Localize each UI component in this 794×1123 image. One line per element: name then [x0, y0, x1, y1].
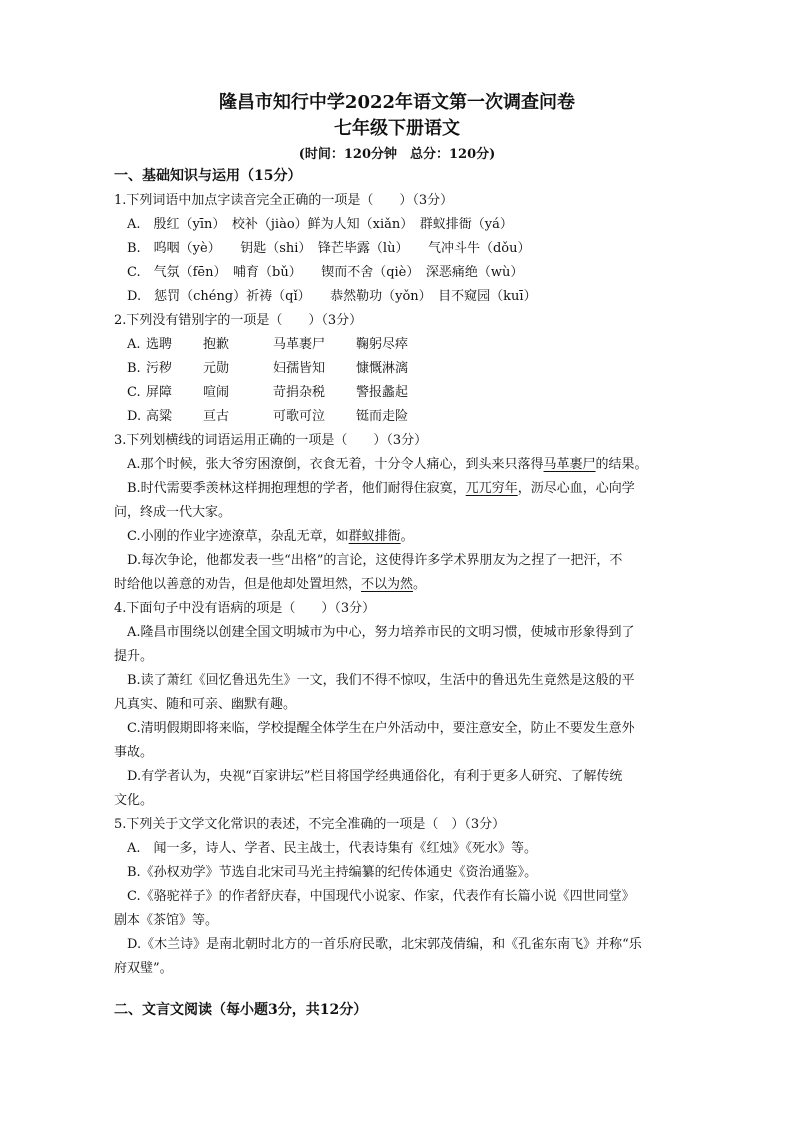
section2-heading: 二、文言文阅读（每小题3分，共12分）: [114, 1002, 368, 1018]
q3-b-text: B.时代需要季羡林这样拥抱理想的学者，他们耐得住寂寞，: [127, 481, 466, 496]
q3-a-underlined: 马革裹尸: [543, 457, 596, 472]
q3-stem: 3.下列划横线的词语运用正确的一项是（ ）（3分）: [114, 433, 428, 448]
exam-meta: (时间：120分钟 总分：120分): [298, 147, 496, 162]
q2-word: 屏障: [146, 385, 173, 400]
q1-option-b: B. 呜咽（yè） 钥匙（shi） 锋芒毕露（lù） 气冲斗牛（dǒu）: [127, 241, 531, 256]
section1-heading: 一、基础知识与运用（15分）: [114, 168, 302, 184]
q1-stem: 1.下列词语中加点字读音完全正确的一项是（ ）（3分）: [114, 193, 454, 208]
q2-word: 亘古: [203, 409, 230, 424]
exam-title: 隆昌市知行中学2022年语文第一次调查问卷: [218, 92, 576, 113]
q3-option-b: [127, 479, 635, 499]
q2-word: 元勋: [203, 361, 230, 376]
q2-word: 鞠躬尽瘁: [356, 337, 409, 352]
q2-word: 慷慨淋漓: [356, 361, 409, 376]
q3-d-underlined: 不以为然: [361, 577, 414, 592]
q1-option-d: D. 惩罚（chéng）祈祷（qǐ） 恭然勒功（yǒn） 目不窥园（kuī）: [127, 289, 537, 304]
q2-word: 高粱: [146, 409, 173, 424]
q3-option-d-cont: [114, 575, 426, 595]
q3-a-text-end: 的结果。: [595, 457, 648, 472]
q5-option-d: D.《木兰诗》是南北朝时北方的一首乐府民歌，北宋郭茂倩编，和《孔雀东南飞》并称“乐: [127, 937, 642, 952]
q5-option-b: B.《孙权劝学》节选自北宋司马光主持编纂的纪传体通史《资治通鉴》。: [127, 865, 538, 880]
q5-option-a: A. 闻一多，诗人、学者、民主战士，代表诗集有《红烛》《死水》等。: [127, 841, 538, 856]
q4-option-c-cont: 事故。: [114, 745, 154, 760]
q4-stem: 4.下面句子中没有语病的项是（ ）（3分）: [114, 601, 376, 616]
q3-option-c: [127, 527, 414, 547]
q3-b-underlined: 兀兀穷年: [465, 481, 518, 496]
q2-word: 警报蠡起: [356, 385, 409, 400]
q2-word: 污秽: [146, 361, 173, 376]
q4-option-a: A.隆昌市围绕以创建全国文明城市为中心，努力培养市民的文明习惯，使城市形象得到了: [127, 625, 635, 640]
q4-option-c: C.清明假期即将来临，学校提醒全体学生在户外活动中，要注意安全，防止不要发生意外: [127, 721, 635, 736]
q4-option-b: B.读了萧红《回忆鲁迅先生》一文，我们不得不惊叹，生活中的鲁迅先生竟然是这般的平: [127, 673, 635, 688]
q2-option-label: A.: [127, 337, 141, 352]
q3-c-text: C.小刚的作业字迹潦草，杂乱无章，如: [127, 529, 349, 544]
q4-option-d-cont: 文化。: [114, 793, 154, 808]
q2-word: 妇孺皆知: [273, 361, 326, 376]
q3-option-b-cont: 问，终成一代大家。: [114, 505, 232, 520]
exam-subtitle: 七年级下册语文: [334, 118, 460, 139]
q4-option-d: D.有学者认为，央视“百家讲坛”栏目将国学经典通俗化，有利于更多人研究、了解传统: [127, 769, 623, 784]
q2-word: 可歌可泣: [273, 409, 326, 424]
q3-d-text: 时给他以善意的劝告，但是他却处置坦然，: [114, 577, 362, 592]
q2-option-label: B.: [127, 361, 141, 376]
q2-word: 马革裹尸: [273, 337, 326, 352]
q3-option-d: D.每次争论，他都发表一些“出格”的言论，这使得许多学术界朋友为之捏了一把汗，不: [127, 553, 623, 568]
q3-c-text-end: 。: [400, 529, 414, 544]
q3-b-text-end: ，沥尽心血，心向学: [517, 481, 635, 496]
q3-c-underlined: 群蚁排衙: [348, 529, 401, 544]
q3-d-text-end: 。: [413, 577, 427, 592]
q2-word: 抱歉: [203, 337, 230, 352]
q2-stem: 2.下列没有错别字的一项是（ ）（3分）: [114, 313, 363, 328]
q2-word: 苛捐杂税: [273, 385, 326, 400]
q5-option-c: C.《骆驼祥子》的作者舒庆春，中国现代小说家、作家，代表作有长篇小说《四世同堂》: [127, 889, 635, 904]
q2-option-label: D.: [127, 409, 142, 424]
q5-option-c-cont: 剧本《茶馆》等。: [114, 913, 219, 928]
q2-word: 铤而走险: [356, 409, 409, 424]
q2-word: 喧闹: [203, 385, 230, 400]
q2-option-label: C.: [127, 385, 141, 400]
q5-stem: 5.下列关于文学文化常识的表述，不完全准确的一项是（ ）（3分）: [114, 817, 506, 832]
q4-option-b-cont: 凡真实、随和可亲、幽默有趣。: [114, 697, 297, 712]
q1-option-c: C. 气氛（fēn） 哺育（bǔ） 锲而不舍（qiè） 深恶痛绝（wù）: [127, 265, 524, 280]
q3-a-text: A.那个时候，张大爷穷困潦倒，衣食无着，十分令人痛心，到头来只落得: [127, 457, 544, 472]
q2-word: 选聘: [146, 337, 173, 352]
q1-option-a: A. 殷红（yīn） 校补（jiào）鲜为人知（xiǎn） 群蚁排衙（yá）: [127, 217, 513, 232]
q5-option-d-cont: 府双璧”。: [114, 961, 173, 976]
q3-option-a: [127, 455, 648, 475]
q4-option-a-cont: 提升。: [114, 649, 154, 664]
